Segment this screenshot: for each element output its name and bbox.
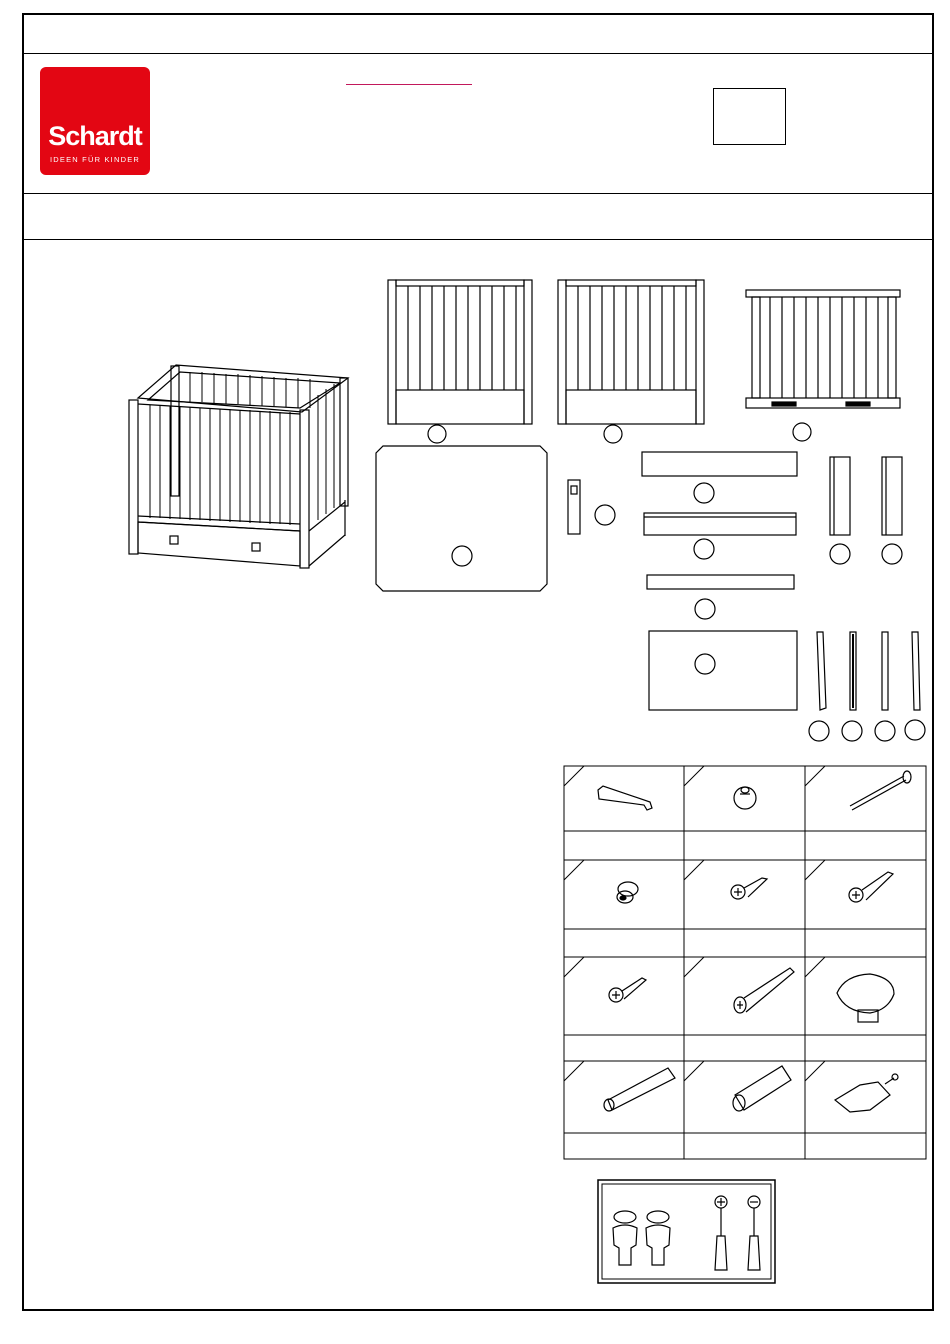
screw-icon [849,872,893,902]
glue-tube-icon [835,1074,898,1112]
part-bracket [568,480,615,534]
logo-wordmark: Schardt [48,121,142,151]
drawer-knob-icon [837,974,894,1022]
person-icon [646,1211,670,1265]
long-screw-icon [734,968,794,1013]
part-rail [644,513,796,559]
part-rail [647,575,794,619]
part-runner [809,632,829,741]
part-drawer-panel [649,631,797,710]
person-icon [613,1211,637,1265]
connecting-bolt-icon [850,771,911,810]
connector-dowel-icon [617,882,638,903]
part-runner [842,632,862,741]
allen-key-icon [598,786,652,810]
wood-screw-icon [609,978,646,1002]
flat-screwdriver-icon [748,1196,760,1270]
part-rail [642,452,797,503]
phillips-screwdriver-icon [715,1196,727,1270]
logo-tagline: IDEEN FÜR KINDER [49,155,141,164]
part-side-panel [558,280,704,443]
part-post [830,457,850,564]
short-screw-icon [731,878,767,899]
part-runner [875,632,895,741]
wooden-dowel-icon [604,1068,675,1111]
assembled-crib-illustration [129,365,348,568]
cam-nut-icon [734,787,756,809]
part-runner [905,632,925,740]
wooden-dowel-icon [733,1066,791,1111]
part-post [882,457,902,564]
part-base-board [376,446,547,591]
part-side-panel [388,280,532,443]
part-long-side-panel [746,290,900,441]
